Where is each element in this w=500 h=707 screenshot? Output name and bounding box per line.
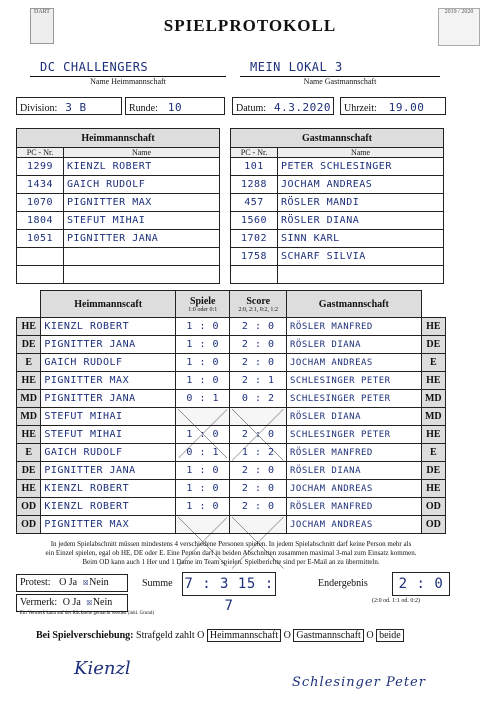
home-player-row[interactable]: [17, 212, 220, 230]
match-home-player: KIENZL ROBERT: [41, 318, 176, 336]
match-games: 1 : 0: [175, 480, 229, 498]
match-guest-player: RÖSLER DIANA: [286, 408, 421, 426]
right-logo: 2019 / 2020: [438, 8, 480, 46]
guest-signature: Schlesinger Peter: [292, 675, 426, 690]
match-type-code: E: [17, 444, 41, 462]
endergebnis-note: (2:0 od. 1:1 od. 0:2): [372, 598, 420, 604]
option2-label[interactable]: Gastmannschaft: [293, 629, 363, 642]
round-label: Runde:: [129, 103, 158, 114]
protest-label: Protest:: [20, 577, 51, 588]
guest-player-name: PETER SCHLESINGER: [278, 158, 444, 176]
home-player-pc: 1299: [17, 158, 64, 176]
guest-player-row[interactable]: [231, 194, 444, 212]
guest-player-row[interactable]: [231, 266, 444, 284]
match-score: 2 : 0: [230, 354, 287, 372]
round-value: 10: [167, 101, 183, 114]
home-player-row[interactable]: [17, 230, 220, 248]
home-player-name: [64, 248, 220, 266]
match-type-code: OD: [17, 516, 41, 534]
verschiebung-label: Bei Spielverschiebung:: [36, 630, 134, 641]
rules-line: In jedem Spielabschnitt müssen mindestens 4 verschiedene Personen spielen. In jedem Spielabschnitt darf keine Person mehr als: [50, 540, 412, 548]
vermerk-no-checked-icon[interactable]: ☒: [86, 597, 93, 608]
guest-player-name: RÖSLER MANDI: [278, 194, 444, 212]
match-home-player: KIENZL ROBERT: [41, 480, 176, 498]
match-games: [175, 516, 229, 534]
match-guest-player: RÖSLER DIANA: [286, 462, 421, 480]
home-player-pc: 1070: [17, 194, 64, 212]
match-type-code: HE: [17, 480, 41, 498]
match-games: 1 : 0: [175, 426, 229, 444]
match-type-code-right: OD: [421, 516, 445, 534]
home-name-col: Name: [64, 148, 220, 158]
match-home-player: PIGNITTER JANA: [41, 390, 176, 408]
match-row[interactable]: [17, 408, 446, 426]
protest-box[interactable]: [16, 574, 128, 592]
games-subheader: 1:0 oder 0:1: [188, 306, 218, 313]
guest-team-field[interactable]: [240, 60, 440, 86]
option2-radio[interactable]: O: [283, 630, 294, 641]
match-type-code-right: HE: [421, 426, 445, 444]
guest-player-pc: 101: [231, 158, 278, 176]
match-type-code: DE: [17, 462, 41, 480]
match-score: 2 : 0: [230, 462, 287, 480]
date-box[interactable]: [232, 97, 334, 115]
guest-players-header: Gastmannschaft: [231, 129, 444, 148]
guest-player-pc: [231, 266, 278, 284]
match-row[interactable]: [17, 336, 446, 354]
match-score: [230, 516, 287, 534]
home-player-name: GAICH RUDOLF: [64, 176, 220, 194]
home-team-caption: Name Heimmannschaft: [90, 77, 166, 86]
round-box[interactable]: [125, 97, 225, 115]
match-games: 0 : 1: [175, 390, 229, 408]
match-row[interactable]: [17, 462, 446, 480]
home-player-row[interactable]: [17, 158, 220, 176]
home-player-pc: 1804: [17, 212, 64, 230]
match-type-code-right: DE: [421, 462, 445, 480]
match-type-code: OD: [17, 498, 41, 516]
division-box[interactable]: [16, 97, 122, 115]
time-label: Uhrzeit:: [344, 103, 377, 114]
guest-team-caption: Name Gastmannschaft: [303, 77, 377, 86]
endergebnis-value[interactable]: 2 : 0: [392, 572, 450, 596]
match-row[interactable]: [17, 426, 446, 444]
guest-player-row[interactable]: [231, 176, 444, 194]
home-player-name: STEFUT MIHAI: [64, 212, 220, 230]
match-guest-player: SCHLESINGER PETER: [286, 390, 421, 408]
verschiebung-row: [36, 630, 476, 641]
guest-player-name: SINN KARL: [278, 230, 444, 248]
match-home-player: PIGNITTER MAX: [41, 372, 176, 390]
protest-yes[interactable]: O Ja: [59, 577, 78, 588]
match-type-code-right: HE: [421, 372, 445, 390]
match-home-player: KIENZL ROBERT: [41, 498, 176, 516]
match-home-player: GAICH RUDOLF: [41, 444, 176, 462]
match-row[interactable]: [17, 372, 446, 390]
match-games: 1 : 0: [175, 372, 229, 390]
time-value: 19.00: [388, 101, 425, 114]
division-value: 3 B: [65, 101, 87, 114]
match-type-code-right: DE: [421, 336, 445, 354]
date-value: 4.3.2020: [274, 101, 331, 114]
vermerk-box[interactable]: [16, 594, 128, 612]
rules-line: ein Einzel spielen, egal ob HE, DE oder E. Eine Person darf in beiden Abschnitten zusammen maximal 3-mal zum Einsatz kommen.: [45, 549, 417, 557]
home-signature: Kienzl: [74, 658, 131, 679]
match-score: 0 : 2: [230, 390, 287, 408]
match-games: 0 : 1: [175, 444, 229, 462]
home-team-value: DC CHALLENGERS: [30, 60, 226, 77]
match-guest-player: JOCHAM ANDREAS: [286, 354, 421, 372]
home-player-pc: 1051: [17, 230, 64, 248]
vermerk-label: Vermerk:: [20, 597, 58, 608]
match-type-code: MD: [17, 390, 41, 408]
match-guest-player: JOCHAM ANDREAS: [286, 516, 421, 534]
home-player-name: PIGNITTER JANA: [64, 230, 220, 248]
match-guest-player: JOCHAM ANDREAS: [286, 480, 421, 498]
match-row[interactable]: [17, 354, 446, 372]
guest-player-row[interactable]: [231, 158, 444, 176]
home-player-pc: [17, 266, 64, 284]
option1-label[interactable]: Heimmannschaft: [207, 629, 281, 642]
guest-player-pc: 457: [231, 194, 278, 212]
guest-pc-col: PC - Nr.: [231, 148, 278, 158]
match-home-player: STEFUT MIHAI: [41, 408, 176, 426]
match-score: 2 : 0: [230, 426, 287, 444]
guest-player-pc: 1702: [231, 230, 278, 248]
vermerk-note: * Ein Vermerk kann auf der Rückseite gemacht werden (inkl. Grund): [16, 611, 155, 616]
match-score: 2 : 0: [230, 318, 287, 336]
match-guest-player: SCHLESINGER PETER: [286, 426, 421, 444]
match-type-code: MD: [17, 408, 41, 426]
protest-no-checked-icon[interactable]: ☒: [82, 577, 90, 588]
match-type-code: HE: [17, 426, 41, 444]
home-player-name: PIGNITTER MAX: [64, 194, 220, 212]
match-type-code: HE: [17, 318, 41, 336]
guest-player-row[interactable]: [231, 248, 444, 266]
match-type-code-right: E: [421, 444, 445, 462]
rules-text: [16, 540, 446, 567]
home-pc-col: PC - Nr.: [17, 148, 64, 158]
match-home-player: PIGNITTER JANA: [41, 336, 176, 354]
match-guest-player: RÖSLER MANFRED: [286, 318, 421, 336]
match-home-player: GAICH RUDOLF: [41, 354, 176, 372]
match-type-code: HE: [17, 372, 41, 390]
match-score: 2 : 0: [230, 480, 287, 498]
home-players-header: Heimmannschaft: [17, 129, 220, 148]
score-subheader: 2:0, 2:1, 0:2, 1:2: [238, 306, 279, 313]
guest-team-value: MEIN LOKAL 3: [240, 60, 440, 77]
match-type-code-right: MD: [421, 408, 445, 426]
match-row[interactable]: [17, 480, 446, 498]
match-score: 2 : 1: [230, 372, 287, 390]
home-team-field[interactable]: [30, 60, 226, 86]
match-games: [175, 408, 229, 426]
left-logo: DART: [30, 8, 54, 44]
rules-line: Beim OD kann auch 1 Her und 1 Dame im Team spielen. Spielberichte sind per E-Mail an zu übermitteln.: [82, 558, 380, 566]
match-type-code-right: HE: [421, 318, 445, 336]
match-games: 1 : 0: [175, 318, 229, 336]
score-header: Score: [246, 295, 271, 307]
page-title: SPIELPROTOKOLL: [163, 16, 337, 35]
games-header: Spiele: [189, 295, 216, 307]
guest-player-pc: 1560: [231, 212, 278, 230]
option1-radio[interactable]: O: [197, 630, 207, 641]
home-player-pc: [17, 248, 64, 266]
match-games: 1 : 0: [175, 354, 229, 372]
date-label: Datum:: [236, 103, 266, 114]
summe-value[interactable]: 7 : 3 15 : 7: [182, 572, 276, 596]
option3-radio[interactable]: O: [366, 630, 377, 641]
vermerk-yes[interactable]: O Ja: [62, 597, 81, 608]
match-row[interactable]: [17, 318, 446, 336]
vermerk-no[interactable]: Nein: [92, 597, 113, 608]
match-type-code-right: HE: [421, 480, 445, 498]
match-score: 1 : 2: [230, 444, 287, 462]
match-row[interactable]: [17, 516, 446, 534]
home-player-row[interactable]: [17, 266, 220, 284]
time-box[interactable]: [340, 97, 446, 115]
match-guest-player: RÖSLER DIANA: [286, 336, 421, 354]
guest-player-pc: 1758: [231, 248, 278, 266]
match-score: 2 : 0: [230, 498, 287, 516]
guest-player-name: RÖSLER DIANA: [278, 212, 444, 230]
match-row[interactable]: [17, 498, 446, 516]
match-type-code-right: E: [421, 354, 445, 372]
summe-label: Summe: [142, 578, 173, 589]
match-guest-player: RÖSLER MANFRED: [286, 444, 421, 462]
match-games: 1 : 0: [175, 336, 229, 354]
verschiebung-text: Strafgeld zahlt: [136, 630, 195, 641]
protest-no[interactable]: Nein: [89, 577, 109, 588]
home-player-row[interactable]: [17, 248, 220, 266]
match-row[interactable]: [17, 444, 446, 462]
guest-player-row[interactable]: [231, 230, 444, 248]
guest-players-table: [230, 128, 444, 284]
match-type-code: DE: [17, 336, 41, 354]
guest-player-name: JOCHAM ANDREAS: [278, 176, 444, 194]
home-player-name: [64, 266, 220, 284]
match-row[interactable]: [17, 390, 446, 408]
match-col-games: [175, 291, 229, 318]
home-player-pc: 1434: [17, 176, 64, 194]
match-score: 2 : 0: [230, 336, 287, 354]
match-type-code: E: [17, 354, 41, 372]
match-home-player: STEFUT MIHAI: [41, 426, 176, 444]
guest-player-name: [278, 266, 444, 284]
match-col-score: [230, 291, 287, 318]
match-guest-player: SCHLESINGER PETER: [286, 372, 421, 390]
home-player-row[interactable]: [17, 176, 220, 194]
option3-label[interactable]: beide: [376, 629, 404, 642]
division-label: Division:: [20, 103, 58, 114]
home-player-name: KIENZL ROBERT: [64, 158, 220, 176]
match-score: [230, 408, 287, 426]
match-col-guest: Gastmannschaft: [286, 291, 421, 318]
match-col-home: Heimmannscaft: [41, 291, 176, 318]
match-type-code-right: OD: [421, 498, 445, 516]
match-games: 1 : 0: [175, 498, 229, 516]
match-games: 1 : 0: [175, 462, 229, 480]
guest-player-row[interactable]: [231, 212, 444, 230]
guest-name-col: Name: [278, 148, 444, 158]
match-home-player: PIGNITTER JANA: [41, 462, 176, 480]
endergebnis-label: Endergebnis: [318, 578, 368, 589]
match-home-player: PIGNITTER MAX: [41, 516, 176, 534]
match-guest-player: RÖSLER MANFRED: [286, 498, 421, 516]
guest-player-name: SCHARF SILVIA: [278, 248, 444, 266]
home-player-row[interactable]: [17, 194, 220, 212]
guest-player-pc: 1288: [231, 176, 278, 194]
match-type-code-right: MD: [421, 390, 445, 408]
home-players-table: [16, 128, 220, 284]
match-table: [16, 290, 446, 534]
